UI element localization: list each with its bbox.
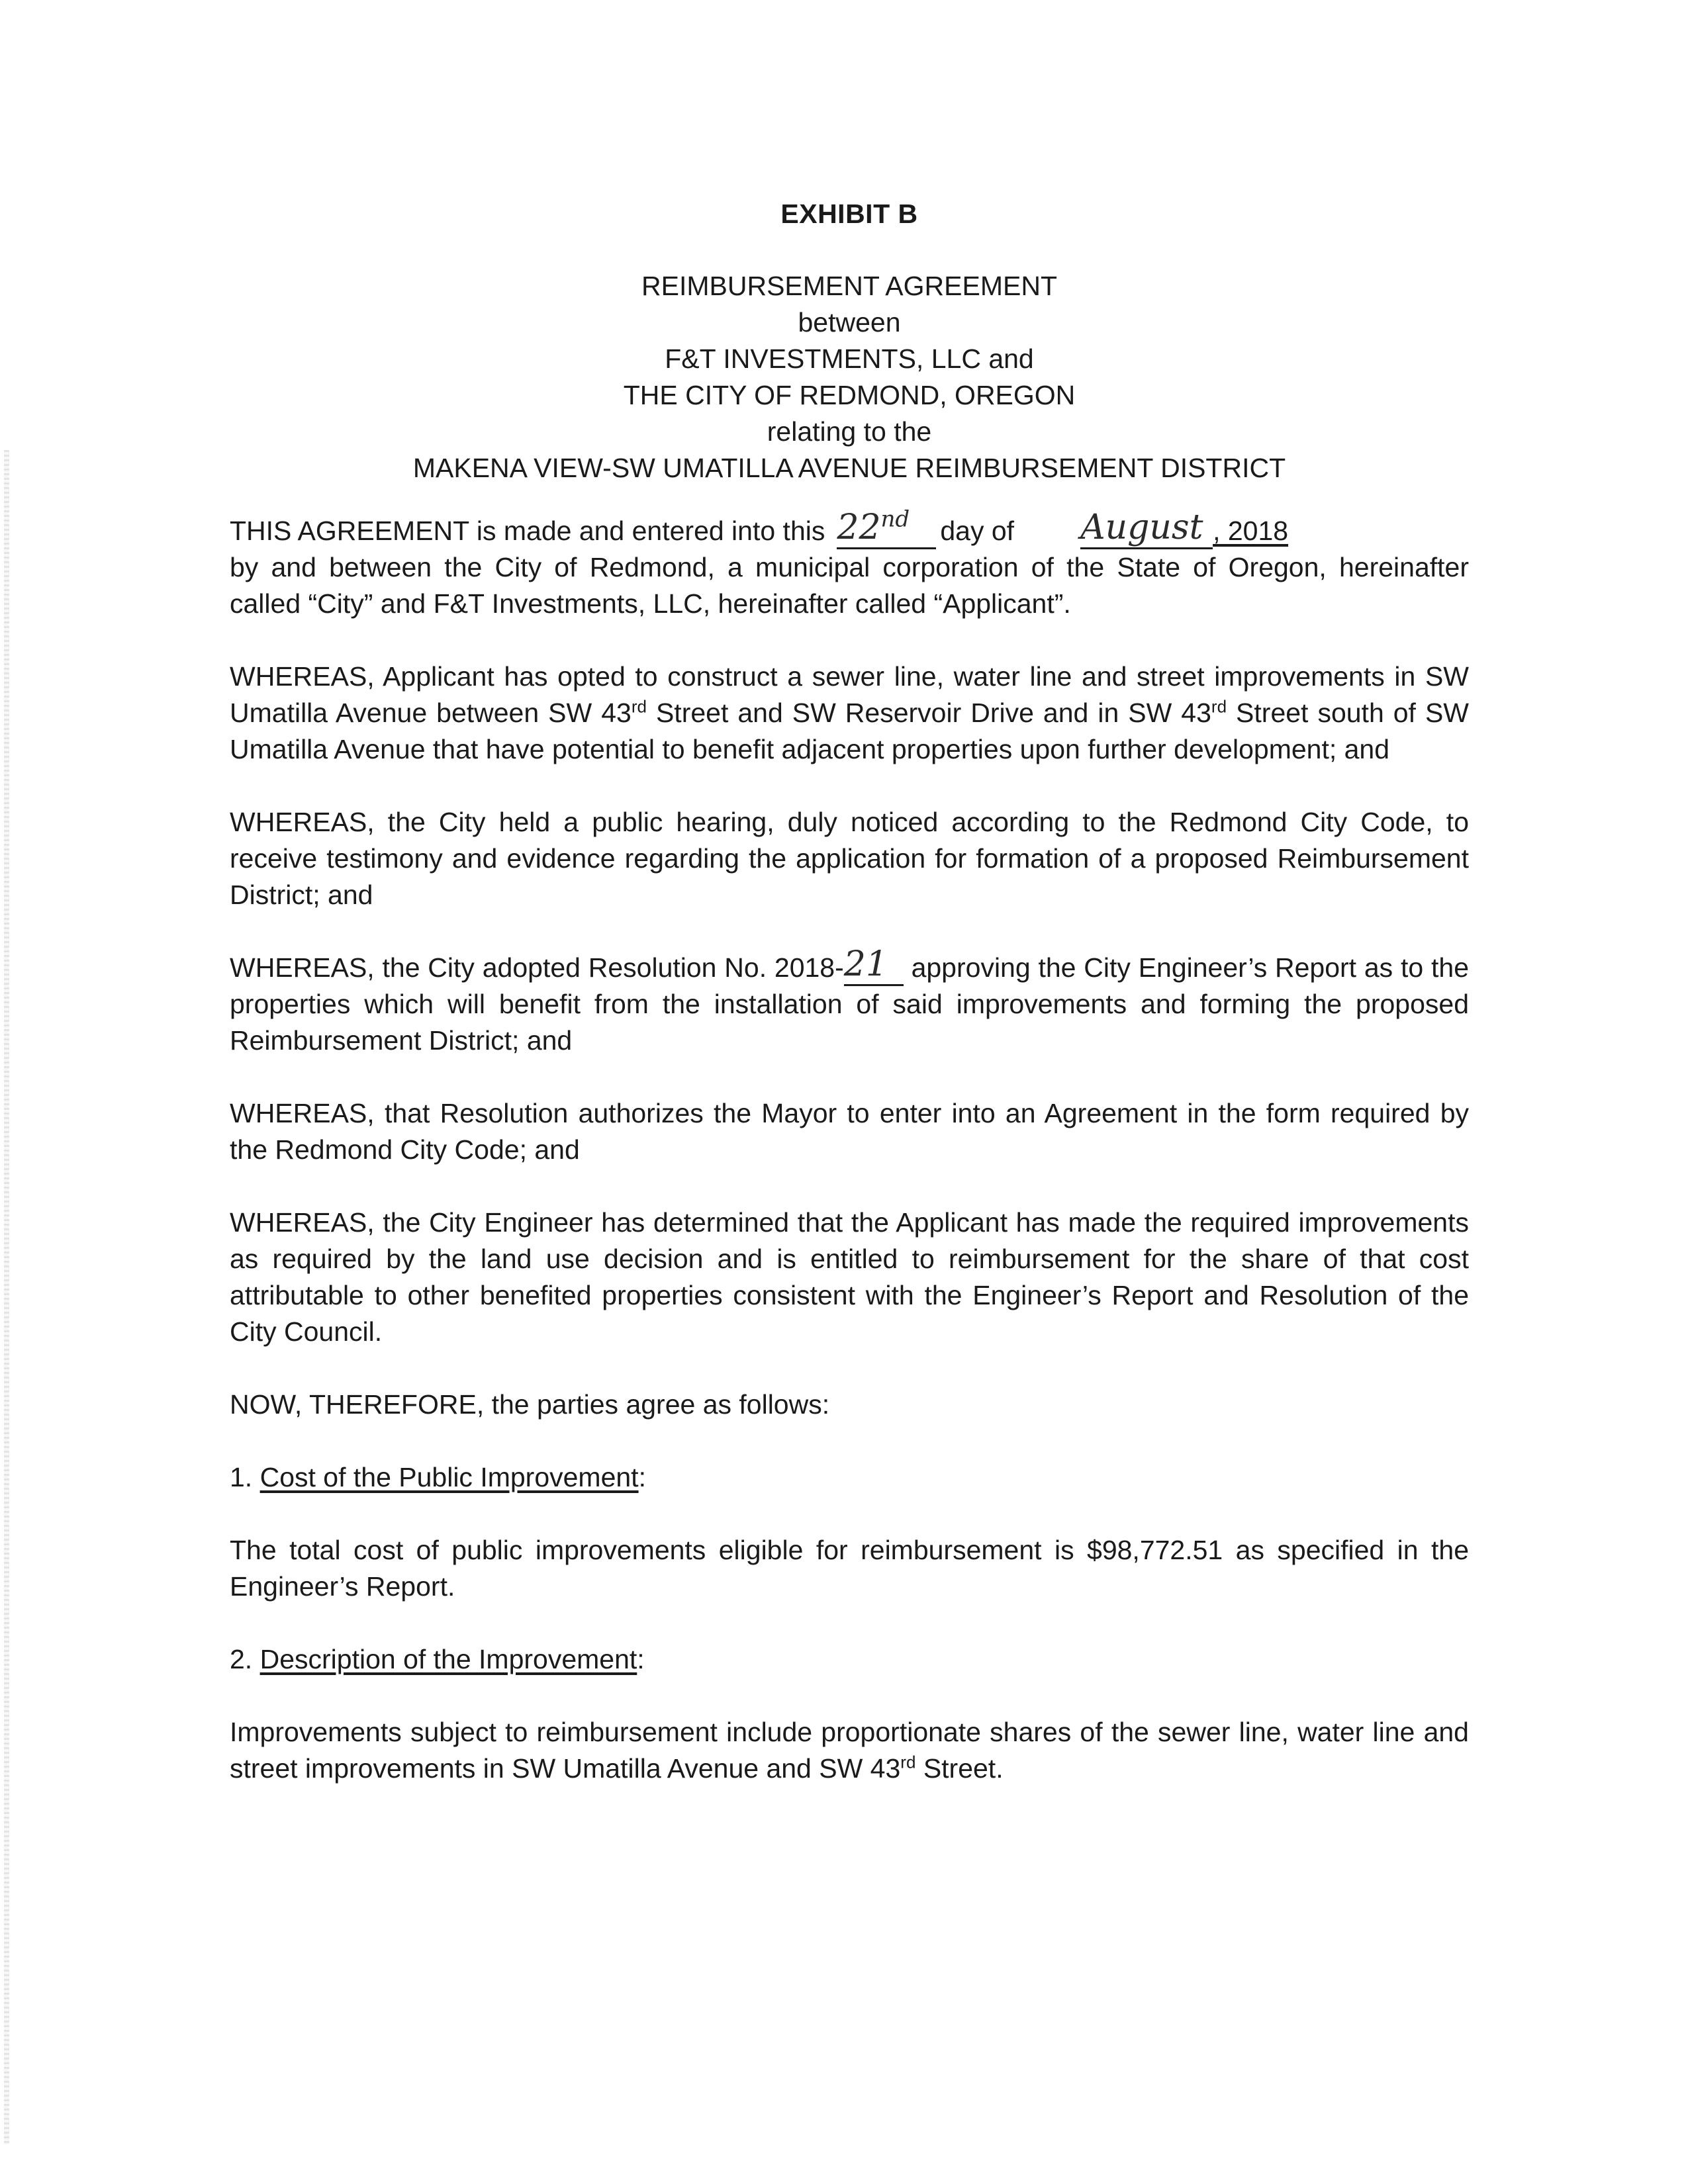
handwritten-resolution-number: 21: [843, 944, 888, 984]
intro-prefix: THIS AGREEMENT is made and entered into this: [230, 516, 825, 546]
title-line: MAKENA VIEW-SW UMATILLA AVENUE REIMBURSEMENT DISTRICT: [412, 453, 1286, 483]
month-fill-blank: [1080, 508, 1213, 549]
intro-paragraph: [230, 506, 1469, 622]
title-line: REIMBURSEMENT AGREEMENT: [641, 271, 1057, 301]
title-line: THE CITY OF REDMOND, OREGON: [623, 380, 1076, 410]
title-line: relating to the: [767, 416, 932, 447]
now-therefore: NOW, THEREFORE, the parties agree as follows:: [230, 1389, 830, 1420]
title-line: F&T INVESTMENTS, LLC and: [665, 343, 1034, 374]
whereas-paragraph-5: WHEREAS, the City Engineer has determined that the Applicant has made the required improvements as required by the land use decision and is entitled to reimbursement for the share of that cost attributable to other benefited properties consistent with the Engineer’s Report and Resolution of the City Council.: [230, 1207, 1469, 1347]
section-2-heading: 2. Description of the Improvement:: [230, 1644, 645, 1674]
document-page: [230, 199, 1469, 1823]
whereas-paragraph-1: WHEREAS, Applicant has opted to construct a sewer line, water line and street improvements in SW Umatilla Avenue between SW 43rd Street and SW Reservoir Drive and in SW 43rd Street south of SW Umatilla Avenue that have potential to benefit adjacent properties upon further development; and: [230, 661, 1469, 764]
year-label: , 2018: [1213, 516, 1289, 546]
whereas-paragraph-2: WHEREAS, the City held a public hearing, duly noticed according to the Redmond City Code, to receive testimony and evidence regarding the application for formation of a proposed Reimbursement District; and: [230, 807, 1469, 910]
handwritten-month: August: [1080, 508, 1203, 547]
whereas-paragraph-3: WHEREAS, the City adopted Resolution No. 2018- 21 approving the City Engineer’s Report as to the properties which will benefit from the installation of said improvements and forming the proposed Reimbursement District; and: [230, 944, 1469, 1056]
section-2-body: Improvements subject to reimbursement include proportionate shares of the sewer line, water line and street improvements in SW Umatilla Avenue and SW 43rd Street.: [230, 1717, 1469, 1784]
section-1-body: The total cost of public improvements eligible for reimbursement is $98,772.51 as specified in the Engineer’s Report.: [230, 1535, 1469, 1602]
agreement-title: [230, 268, 1469, 486]
section-1-heading: 1. Cost of the Public Improvement:: [230, 1462, 646, 1492]
title-line: between: [798, 307, 901, 338]
intro-parties: by and between the City of Redmond, a municipal corporation of the State of Oregon, hereinafter called “City” and F&T Investments, LLC, hereinafter called “Applicant”.: [230, 552, 1469, 619]
resolution-fill-blank: [843, 944, 904, 986]
day-of-label: day of: [940, 516, 1015, 546]
day-fill-blank: [837, 506, 936, 549]
scan-edge-artifact: [4, 450, 9, 2144]
intro-first-line: [230, 506, 1469, 549]
exhibit-heading: EXHIBIT B: [780, 199, 918, 229]
handwritten-day: 22nd: [837, 506, 910, 547]
whereas-paragraph-4: WHEREAS, that Resolution authorizes the Mayor to enter into an Agreement in the form required by the Redmond City Code; and: [230, 1098, 1469, 1165]
